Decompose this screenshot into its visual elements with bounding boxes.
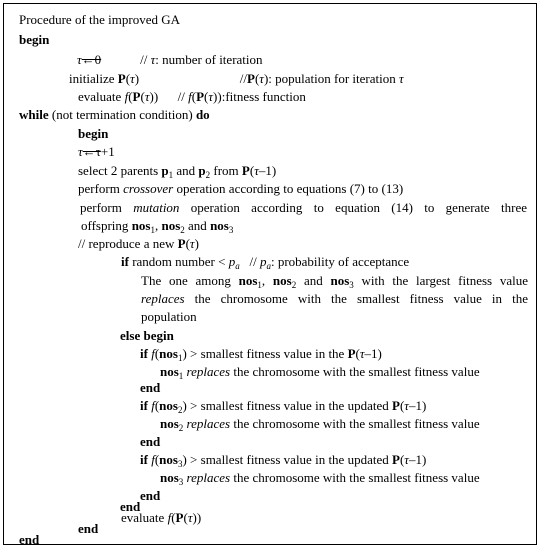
population-line	[141, 309, 197, 324]
text-segment: : probability of acceptance	[270, 254, 410, 269]
text-segment: end	[140, 488, 161, 503]
text-segment: ←0	[81, 52, 102, 67]
algorithm-title	[19, 12, 180, 27]
if-nos2-line	[140, 398, 426, 413]
text-segment: τ	[208, 89, 214, 104]
mutation-line	[80, 200, 527, 215]
text-segment: // reproduce a new	[78, 236, 178, 251]
text-segment: replaces	[186, 470, 231, 485]
text-segment: evaluate	[78, 89, 125, 104]
text-segment: 3	[228, 225, 234, 235]
text-segment: τ	[404, 398, 409, 413]
nos3-replaces-line	[160, 470, 480, 485]
text-segment: f	[151, 346, 155, 361]
text-segment: begin	[78, 126, 109, 141]
text-segment: select 2 parents	[78, 163, 162, 178]
text-segment: 1	[177, 353, 183, 363]
text-segment: ): population for iteration	[263, 71, 399, 86]
nos1-replaces-line	[160, 364, 480, 379]
text-segment: p	[228, 254, 236, 269]
text-segment: )) //	[149, 89, 189, 104]
text-segment: 2	[205, 170, 211, 180]
text-segment: operation according to equation (14) to generate three	[179, 200, 527, 215]
text-segment: τ	[130, 71, 135, 86]
text-segment: the chromosome with the smallest fitness value	[230, 470, 480, 485]
text-segment: (	[399, 398, 405, 413]
text-segment: begin	[19, 32, 50, 47]
end-keyword	[19, 532, 39, 547]
end-keyword	[140, 434, 160, 449]
text-segment: f	[151, 452, 155, 467]
text-segment: 2	[180, 225, 185, 235]
text-segment: f	[167, 510, 172, 525]
text-segment: (	[191, 89, 197, 104]
text-segment: nos	[161, 218, 181, 233]
text-segment: –1)	[364, 346, 382, 361]
text-segment: nos	[272, 273, 292, 288]
text-segment: with the largest fitness value	[353, 273, 528, 288]
text-segment: nos	[330, 273, 350, 288]
text-segment: –1)	[408, 398, 427, 413]
text-segment: –1)	[258, 163, 277, 178]
crossover-line	[78, 181, 403, 196]
text-segment: (not termination condition)	[48, 107, 196, 122]
text-segment: 3	[178, 477, 184, 487]
text-segment: end	[78, 521, 99, 536]
text-segment: end	[140, 380, 161, 395]
text-segment: nos	[160, 364, 179, 379]
text-segment: P	[132, 89, 141, 104]
text-segment: 1	[178, 371, 184, 381]
text-segment: else begin	[120, 328, 174, 343]
tau-init-line	[77, 52, 263, 67]
if-nos1-line	[140, 346, 382, 361]
text-segment: P	[177, 236, 186, 251]
text-segment: the chromosome with the smallest fitness value	[230, 364, 480, 379]
text-segment: from	[210, 163, 242, 178]
text-segment: nos	[238, 273, 258, 288]
text-segment: P	[196, 89, 205, 104]
text-segment: 3	[177, 459, 183, 469]
text-segment: τ	[404, 452, 409, 467]
select-parents-line	[78, 163, 276, 178]
text-segment: τ	[150, 52, 156, 67]
text-segment: (	[185, 236, 190, 251]
tau-increment-line	[78, 144, 115, 159]
text-segment: ) //	[134, 71, 247, 86]
text-segment: and	[296, 273, 331, 288]
text-segment: (	[154, 398, 160, 413]
text-segment: perform	[80, 200, 134, 215]
text-segment: (	[183, 510, 188, 525]
text-segment: 2	[291, 280, 297, 290]
text-segment: replaces	[186, 416, 231, 431]
initialize-line	[69, 71, 404, 86]
text-segment: end	[120, 499, 141, 514]
text-segment: and	[184, 218, 211, 233]
text-segment: Procedure of the improved GA	[19, 12, 181, 27]
text-segment: )	[194, 236, 199, 251]
if-random-line	[121, 254, 409, 269]
if-nos3-line	[140, 452, 426, 467]
text-segment: evaluate	[121, 510, 168, 525]
text-segment: //	[239, 254, 260, 269]
end-keyword	[78, 521, 98, 536]
text-segment: (	[249, 163, 255, 178]
text-segment: and	[173, 163, 199, 178]
text-segment: (	[125, 71, 131, 86]
text-segment: offspring	[81, 218, 132, 233]
text-segment: ,	[154, 218, 162, 233]
text-segment: P	[391, 452, 400, 467]
text-segment: if	[140, 452, 148, 467]
replaces-line	[141, 291, 528, 306]
evaluate-final-line	[121, 510, 201, 525]
text-segment: (	[254, 71, 260, 86]
else-begin-line	[120, 328, 174, 343]
text-segment: τ	[144, 89, 150, 104]
text-segment: random number <	[128, 254, 229, 269]
text-segment: p	[259, 254, 267, 269]
text-segment: (	[128, 89, 133, 104]
text-segment: τ	[78, 144, 83, 159]
end-keyword	[140, 380, 160, 395]
text-segment: 1	[150, 225, 155, 235]
text-segment: (	[154, 346, 160, 361]
text-segment: perform	[78, 181, 124, 196]
text-segment: 1	[168, 170, 174, 180]
text-segment: the chromosome with the smallest fitness value in the	[184, 291, 528, 306]
text-segment: P	[241, 163, 250, 178]
text-segment: τ	[189, 236, 195, 251]
text-segment: nos	[210, 218, 229, 233]
text-segment: (	[140, 89, 145, 104]
text-segment: a	[235, 261, 240, 271]
text-segment: if	[140, 398, 148, 413]
text-segment: ) > smallest fitness value in the	[182, 346, 348, 361]
text-segment: nos	[160, 470, 179, 485]
text-segment: P	[117, 71, 126, 86]
text-segment: while	[19, 107, 49, 122]
text-segment: P	[391, 398, 400, 413]
text-segment: nos	[159, 346, 178, 361]
text-segment: : number of iteration	[155, 52, 263, 67]
text-segment: P	[247, 71, 255, 86]
text-segment: –1)	[408, 452, 427, 467]
text-segment: 1	[257, 280, 262, 290]
text-segment: p	[161, 163, 169, 178]
end-keyword	[140, 488, 160, 503]
text-segment: p	[198, 163, 206, 178]
text-segment: the chromosome with the smallest fitness value	[230, 416, 480, 431]
text-segment: mutation	[133, 200, 180, 215]
text-segment: replaces	[186, 364, 231, 379]
text-segment: 2	[178, 423, 184, 433]
while-line	[19, 107, 210, 122]
begin-keyword	[78, 126, 108, 141]
text-segment: τ	[359, 346, 365, 361]
one-among-line	[141, 273, 528, 288]
text-segment: f	[151, 398, 155, 413]
offspring-line	[81, 218, 233, 233]
text-segment: //	[101, 52, 151, 67]
text-segment: (	[355, 346, 360, 361]
reproduce-comment	[78, 236, 199, 251]
text-segment: ) > smallest fitness value in the updated	[182, 452, 392, 467]
text-segment: replaces	[141, 291, 185, 306]
text-segment: do	[195, 107, 210, 122]
text-segment: ))	[192, 510, 202, 525]
text-segment: τ	[187, 510, 193, 525]
text-segment: initialize	[69, 71, 118, 86]
text-segment: +1	[100, 144, 115, 159]
text-segment: τ	[398, 71, 404, 86]
text-segment: if	[121, 254, 129, 269]
begin-keyword	[19, 32, 49, 47]
text-segment: f	[188, 89, 192, 104]
text-segment: τ	[259, 71, 264, 86]
text-segment: end	[19, 532, 40, 547]
text-segment: nos	[131, 218, 151, 233]
text-segment: end	[140, 434, 161, 449]
text-segment: (	[399, 452, 405, 467]
text-segment: nos	[159, 452, 178, 467]
text-segment: )):fitness function	[213, 89, 306, 104]
text-segment: population	[141, 309, 197, 324]
text-segment: (	[171, 510, 176, 525]
text-segment: The one among	[141, 273, 239, 288]
text-segment: P	[175, 510, 184, 525]
text-segment: a	[266, 261, 271, 271]
text-segment: ←τ	[82, 144, 101, 159]
text-segment: 2	[177, 405, 183, 415]
text-segment: nos	[159, 398, 178, 413]
text-segment: (	[154, 452, 160, 467]
text-segment: (	[204, 89, 209, 104]
text-segment: 3	[349, 280, 354, 290]
text-segment: ,	[261, 273, 273, 288]
text-segment: τ	[254, 163, 259, 178]
text-segment: f	[124, 89, 129, 104]
text-segment: nos	[160, 416, 179, 431]
text-segment: if	[140, 346, 148, 361]
evaluate-line	[78, 89, 306, 104]
text-segment: ) > smallest fitness value in the updated	[182, 398, 392, 413]
text-segment: τ	[77, 52, 82, 67]
text-segment: P	[347, 346, 356, 361]
text-segment: crossover	[123, 181, 174, 196]
nos2-replaces-line	[160, 416, 480, 431]
text-segment: operation according to equations (7) to (13)	[173, 181, 404, 196]
